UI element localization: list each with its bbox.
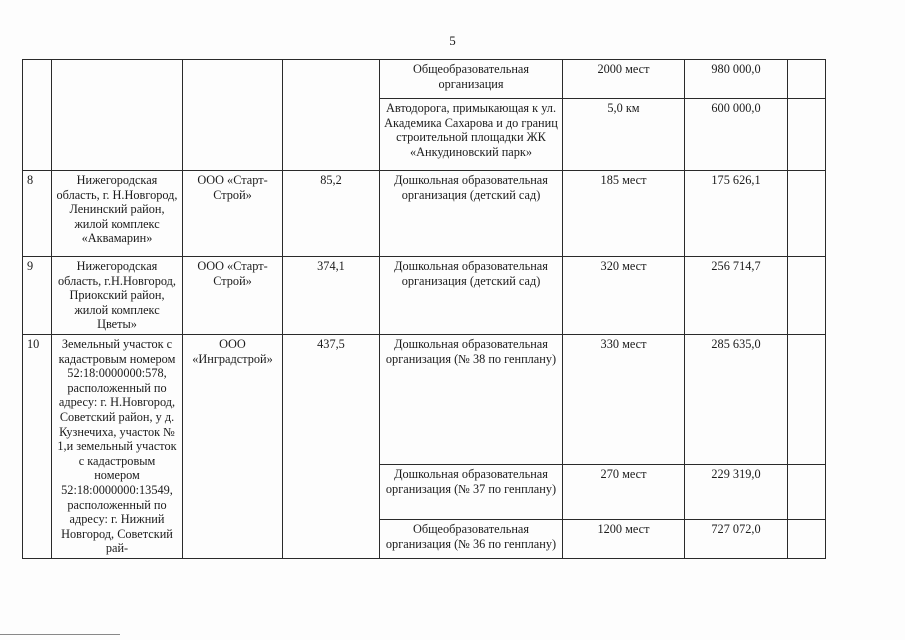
capacity-cell: 185 мест: [563, 171, 685, 257]
object-name-cell: Общеобразовательная организация: [380, 60, 563, 99]
cost-cell: 727 072,0: [685, 519, 788, 558]
empty-cell: [788, 99, 826, 171]
empty-cell: [788, 257, 826, 335]
empty-cell: [788, 171, 826, 257]
table-row: [23, 60, 826, 99]
location-cell: Нижегородская область, г. Н.Новгород, Ленинский район, жилой комплекс «Аквамарин»: [52, 171, 183, 257]
capacity-cell: 320 мест: [563, 257, 685, 335]
empty-cell: [788, 60, 826, 99]
cost-cell: 600 000,0: [685, 99, 788, 171]
object-name-cell: Дошкольная образовательная организация (детский сад): [380, 257, 563, 335]
cost-cell: 229 319,0: [685, 464, 788, 519]
object-name-cell: Дошкольная образовательная организация (детский сад): [380, 171, 563, 257]
scan-edge-line: [0, 634, 120, 635]
area-cell: 437,5: [283, 334, 380, 558]
object-name-cell: Дошкольная образовательная организация (№ 37 по генплану): [380, 464, 563, 519]
location-cell: Нижегородская область, г.Н.Новгород, Приокский район, жилой комплекс Цветы»: [52, 257, 183, 335]
cost-cell: 256 714,7: [685, 257, 788, 335]
developer-cell: ООО «Инградстрой»: [183, 334, 283, 558]
table-row: [23, 171, 826, 257]
cost-cell: 285 635,0: [685, 334, 788, 464]
area-cell: 374,1: [283, 257, 380, 335]
developer-cell: [183, 60, 283, 171]
object-name-cell: Общеобразовательная организация (№ 36 по генплану): [380, 519, 563, 558]
row-number: 8: [23, 171, 52, 257]
location-cell: Земельный участок с кадастровым номером 52:18:0000000:578, расположенный по адресу: г. Н.Новгород, Советский район, у д. Кузнечиха, участок № 1,и земельный участок с кадастровым номером 52:18:0000000:13549, расположенный по адресу: г. Нижний Новгород, Советский рай-: [52, 334, 183, 558]
object-name-cell: Автодорога, примыкающая к ул. Академика Сахарова и до границ строительной площадки ЖК «Анкудиновский парк»: [380, 99, 563, 171]
area-cell: [283, 60, 380, 171]
capacity-cell: 1200 мест: [563, 519, 685, 558]
row-number: 9: [23, 257, 52, 335]
table-row: [23, 257, 826, 335]
table-row: [23, 334, 826, 464]
row-number: [23, 60, 52, 171]
capacity-cell: 2000 мест: [563, 60, 685, 99]
capacity-cell: 270 мест: [563, 464, 685, 519]
capacity-cell: 330 мест: [563, 334, 685, 464]
cost-cell: 175 626,1: [685, 171, 788, 257]
page-number: 5: [449, 33, 456, 48]
area-cell: 85,2: [283, 171, 380, 257]
capacity-cell: 5,0 км: [563, 99, 685, 171]
location-cell: [52, 60, 183, 171]
empty-cell: [788, 334, 826, 464]
empty-cell: [788, 464, 826, 519]
cost-cell: 980 000,0: [685, 60, 788, 99]
infrastructure-table: [22, 59, 826, 559]
developer-cell: ООО «Старт-Строй»: [183, 257, 283, 335]
row-number: 10: [23, 334, 52, 558]
empty-cell: [788, 519, 826, 558]
developer-cell: ООО «Старт-Строй»: [183, 171, 283, 257]
object-name-cell: Дошкольная образовательная организация (№ 38 по генплану): [380, 334, 563, 464]
